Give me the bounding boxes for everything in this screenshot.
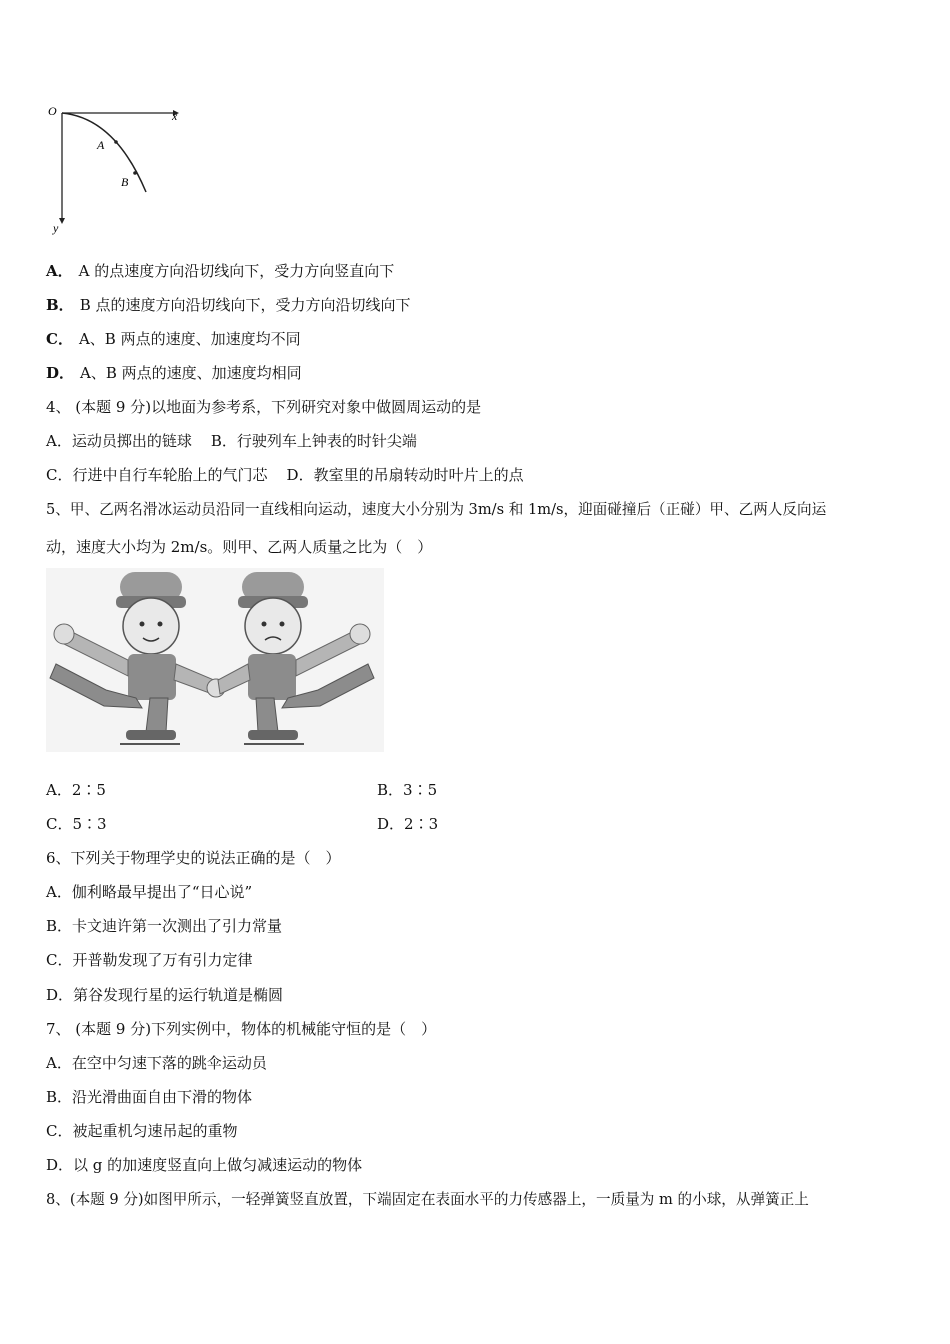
q7-option-a: A．在空中匀速下落的跳伞运动员 xyxy=(46,1054,267,1072)
q6-option-d: D．第谷发现行星的运行轨道是椭圆 xyxy=(46,986,284,1004)
y-arrow xyxy=(59,218,65,224)
point-b-dot xyxy=(133,171,137,175)
q4-stem: 4、 (本题 9 分)以地面为参考系，下列研究对象中做圆周运动的是 xyxy=(46,398,482,416)
point-b-label: B xyxy=(121,175,129,189)
q5-stem-line1: 5、甲、乙两名滑冰运动员沿同一直线相向运动，速度大小分别为 3m/s 和 1m/s，迎面碰撞后（正碰）甲、乙两人反向运 xyxy=(46,501,827,518)
point-a-label: A xyxy=(97,138,105,152)
q3-option-b: B． B 点的速度方向沿切线向下，受力方向沿切线向下 xyxy=(46,296,411,314)
q5-stem-line2: 动，速度大小均为 2m/s。则甲、乙两人质量之比为（ ） xyxy=(46,538,433,556)
q7-option-d: D．以 g 的加速度竖直向上做匀减速运动的物体 xyxy=(46,1156,363,1174)
q6-option-b: B．卡文迪许第一次测出了引力常量 xyxy=(46,917,283,935)
trajectory-curve xyxy=(62,113,146,192)
q4-options-row1: A．运动员掷出的链球 B．行驶列车上钟表的时针尖端 xyxy=(46,432,417,450)
q7-stem: 7、 (本题 9 分)下列实例中，物体的机械能守恒的是（ ） xyxy=(46,1020,437,1038)
q6-stem: 6、下列关于物理学史的说法正确的是（ ） xyxy=(46,849,341,867)
q7-option-c: C．被起重机匀速吊起的重物 xyxy=(46,1122,238,1140)
q6-option-c: C．开普勒发现了万有引力定律 xyxy=(46,951,253,969)
q5-option-a: A．2∶5 xyxy=(46,781,106,799)
y-label: y xyxy=(53,221,59,235)
q4-options-row2: C．行进中自行车轮胎上的气门芯 D．教室里的吊扇转动时叶片上的点 xyxy=(46,466,524,484)
trajectory-figure xyxy=(40,100,200,240)
q7-option-b: B．沿光滑曲面自由下滑的物体 xyxy=(46,1088,253,1106)
q8-stem: 8、(本题 9 分)如图甲所示，一轻弹簧竖直放置，下端固定在表面水平的力传感器上，一质量为 m 的小球，从弹簧正上 xyxy=(46,1191,809,1208)
skaters-illustration xyxy=(46,568,384,752)
q3-option-c: C． A、B 两点的速度、加速度均不同 xyxy=(46,330,301,348)
origin-label: O xyxy=(48,104,57,118)
q3-option-a: A． A 的点速度方向沿切线向下，受力方向竖直向下 xyxy=(46,262,395,280)
q3-option-d: D． A、B 两点的速度、加速度均相同 xyxy=(46,364,302,382)
q5-option-b: B．3∶5 xyxy=(377,781,438,799)
point-a-dot xyxy=(114,140,118,144)
q5-option-c: C．5∶3 xyxy=(46,815,107,833)
q5-option-d: D．2∶3 xyxy=(377,815,439,833)
x-label: x xyxy=(172,109,178,123)
q6-option-a: A．伽利略最早提出了“日心说” xyxy=(46,883,253,901)
